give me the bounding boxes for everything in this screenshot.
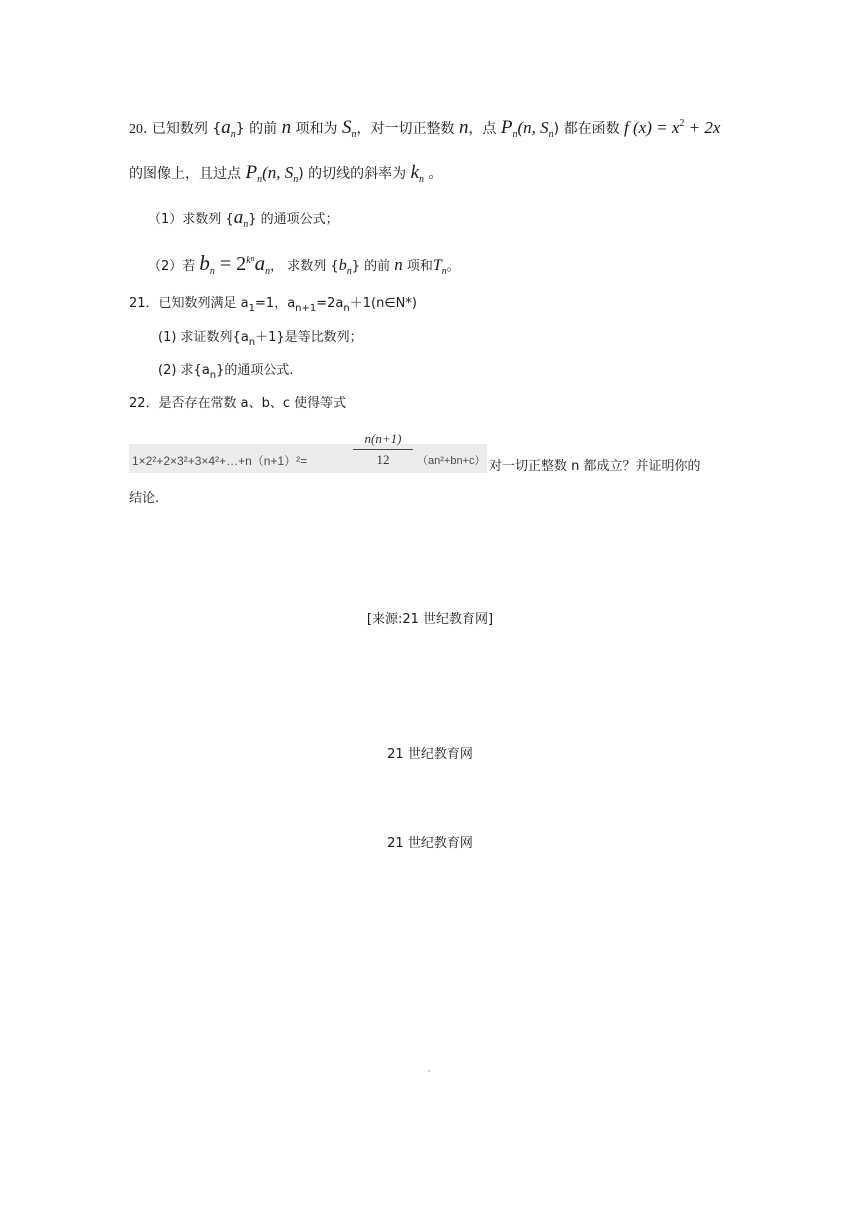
q20-number: 20	[129, 122, 143, 137]
formula-fraction: $\frac{n(n+1)}{12}$	[353, 431, 413, 468]
page-dot	[428, 1070, 430, 1072]
q22-formula-image	[129, 431, 487, 473]
formula-left: 1×2²+2×3²+3×4²+…+n（n+1）²=	[132, 454, 308, 468]
q20-part2: （2）若 $b_n = 2^{kn}a_n$， 求数列 $\{b_n\}$ 的前 n 项和$T_n$。	[148, 251, 460, 277]
watermark-1: 21 世纪教育网	[387, 747, 473, 762]
source-note: [来源:21 世纪教育网]	[366, 612, 494, 627]
q22-after: 对一切正整数 n 都成立？并证明你的	[489, 459, 701, 474]
q20-part1: （1）求数列 $\{a_n\}$ 的通项公式；	[148, 207, 339, 230]
q21-stem: 21．已知数列满足 $a_1=1$，$a_{n+1}=2a_n+1(n\in N*)$	[129, 296, 417, 314]
q20-line1: 20. 已知数列 $\{a_n\}$ 的前 n 项和为 $S_n$，对一切正整数 n，点 $P_n(n$, $S_n$) 都在函数 f $(x) = x^2 + 2x$	[129, 117, 721, 140]
q22-line2: 结论.	[129, 491, 160, 506]
q20-line2: 的图像上，且过点 $P_n(n$, $S_n$) 的切线的斜率为 $k_n$ 。	[129, 162, 443, 185]
q22-stem: 22．是否存在常数 a、b、c 使得等式	[129, 396, 347, 411]
formula-right: （an²+bn+c）	[417, 455, 486, 467]
watermark-2: 21 世纪教育网	[387, 836, 473, 851]
q21-part2: (2) 求$\{a_n\}$的通项公式.	[158, 363, 294, 381]
q21-part1: (1) 求证数列$\{a_n+1\}$是等比数列；	[158, 330, 363, 348]
